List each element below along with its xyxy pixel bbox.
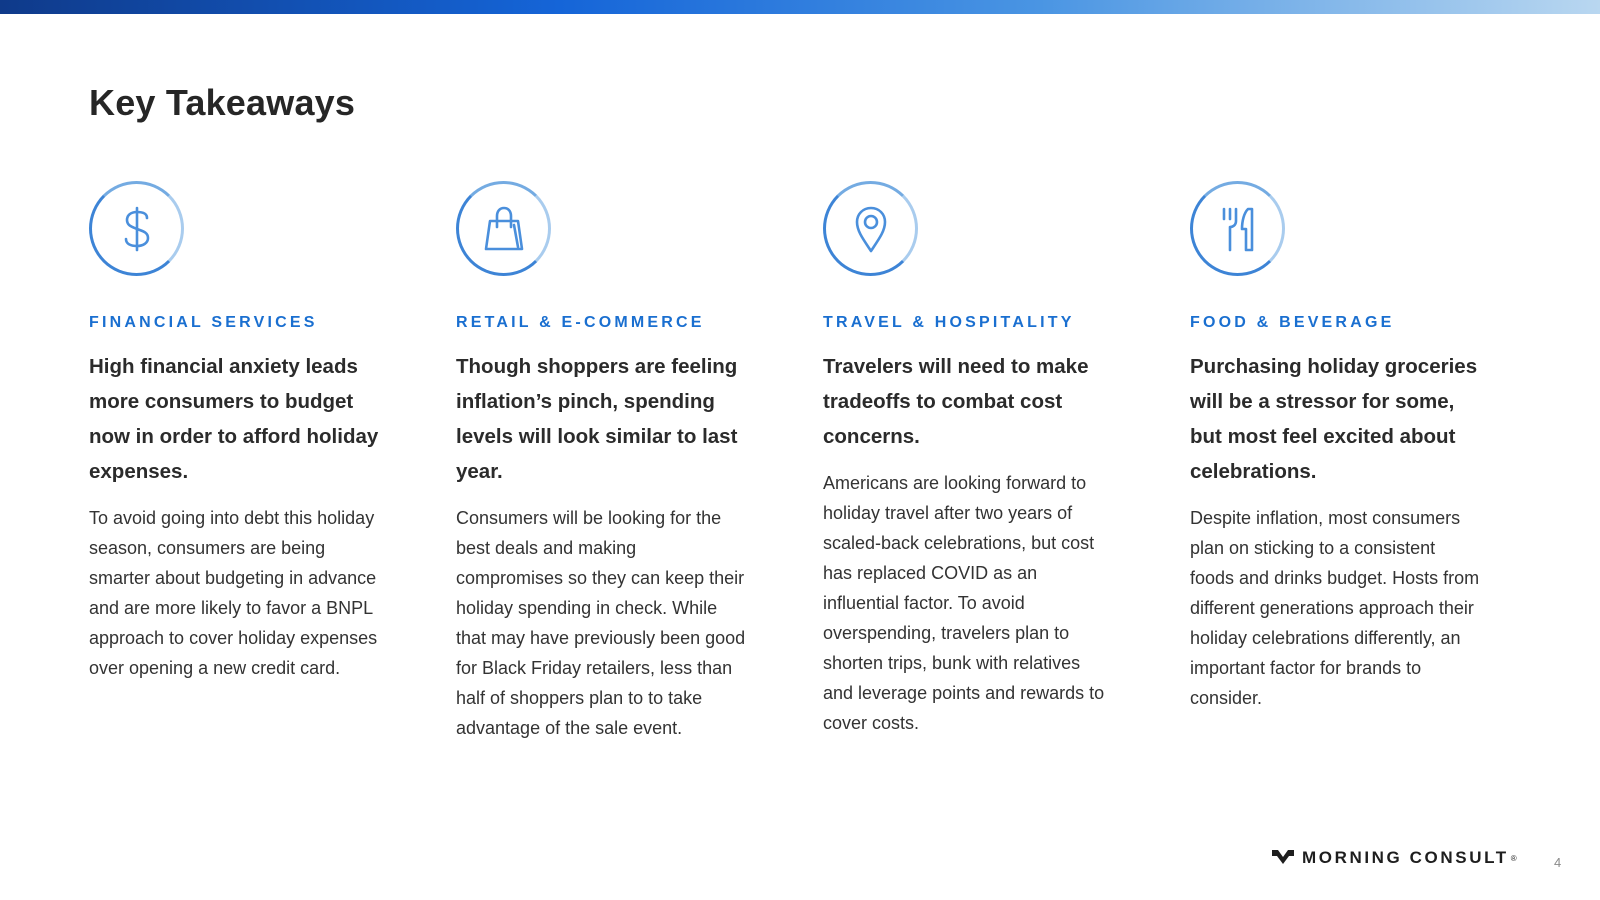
map-pin-icon [823, 181, 918, 276]
page-number: 4 [1554, 855, 1562, 870]
takeaway-body: Americans are looking forward to holiday travel after two years of scaled-back celebrations, but cost has replaced COVID as an influential factor. To avoid overspending, travelers plan to shorten trips, bunk with relatives and leverage points and rewards to cover costs. [823, 473, 1105, 733]
takeaway-food-beverage [1190, 181, 1490, 713]
category-label: RETAIL & E-COMMERCE [456, 314, 705, 331]
category-label: FINANCIAL SERVICES [89, 314, 318, 331]
category-label: FOOD & BEVERAGE [1190, 314, 1395, 331]
takeaway-headline: High financial anxiety leads more consumers to budget now in order to afford holiday expenses. [89, 355, 379, 483]
category-label: TRAVEL & HOSPITALITY [823, 314, 1075, 331]
takeaway-retail-ecommerce [456, 181, 756, 743]
page-title: Key Takeaways [89, 82, 356, 123]
morning-consult-logo-icon [1272, 848, 1294, 868]
takeaway-headline: Though shoppers are feeling inflation’s pinch, spending levels will look similar to last year. [456, 355, 738, 483]
takeaway-body: To avoid going into debt this holiday season, consumers are being smarter about budgeting in advance and are more likely to favor a BNPL approach to cover holiday expenses over opening a new credit card. [89, 508, 378, 678]
fork-knife-icon [1190, 181, 1285, 276]
registered-mark: ® [1510, 853, 1517, 863]
dollar-icon [89, 181, 184, 276]
brand-name: MORNING CONSULT [1302, 848, 1509, 867]
takeaway-financial-services [89, 181, 389, 683]
takeaway-travel-hospitality [823, 181, 1123, 738]
takeaway-body: Consumers will be looking for the best deals and making compromises so they can keep their holiday spending in check. While that may have previously been good for Black Friday retailers, less than half of shoppers plan to to take advantage of the sale event. [456, 508, 746, 738]
top-gradient-bar [0, 0, 1600, 14]
takeaway-body: Despite inflation, most consumers plan on sticking to a consistent foods and drinks budget. Hosts from different generations approach their holiday celebrations differently, an important factor for brands to consider. [1190, 508, 1480, 708]
brand-logo [1272, 848, 1517, 868]
takeaway-headline: Purchasing holiday groceries will be a stressor for some, but most feel excited about celebrations. [1190, 355, 1478, 483]
takeaway-headline: Travelers will need to make tradeoffs to combat cost concerns. [823, 355, 1089, 448]
shopping-bag-icon [456, 181, 551, 276]
